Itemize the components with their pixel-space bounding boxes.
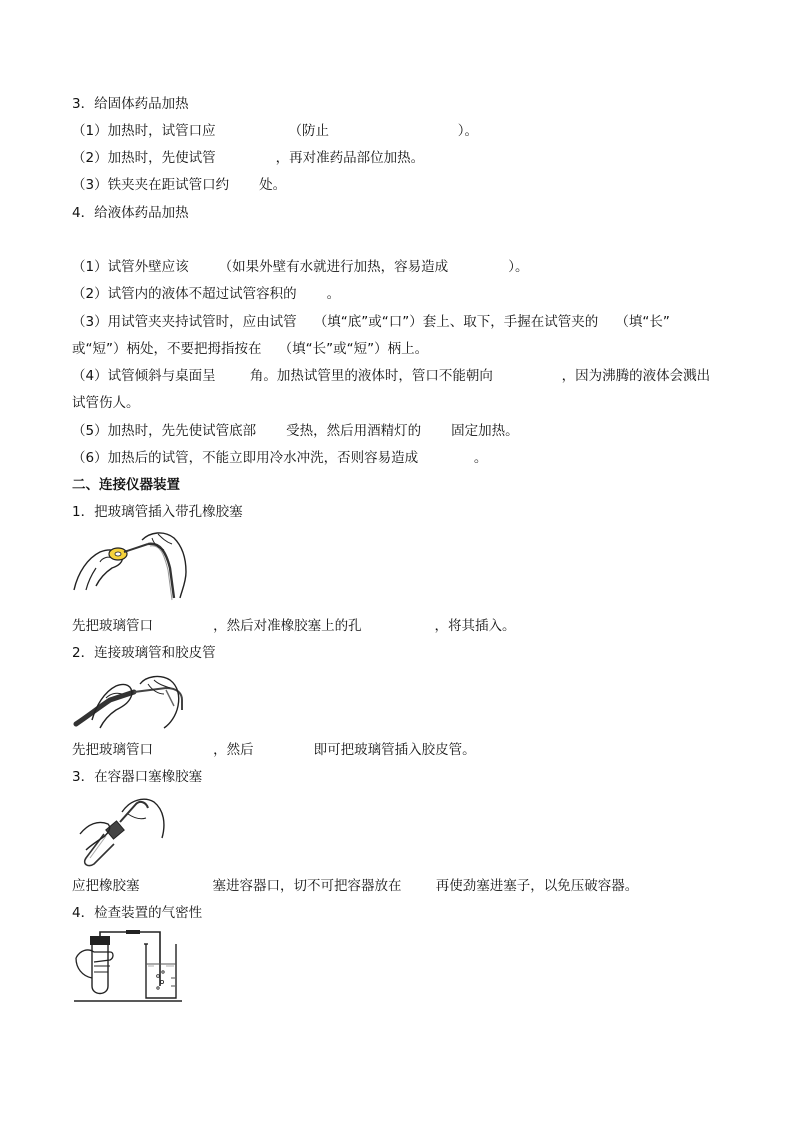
connect-tube-figure <box>70 670 195 732</box>
step4-title: 4．检查装置的气密性 <box>72 905 203 921</box>
step1-text: 先把玻璃管口 ，然后对准橡胶塞上的孔 ，将其插入。 <box>72 618 516 634</box>
step2-title: 2．连接玻璃管和胶皮管 <box>72 645 216 661</box>
liquid-heating-q6: （6）加热后的试管，不能立即用冷水冲洗，否则容易造成 。 <box>72 450 488 466</box>
solid-heating-q1: （1）加热时，试管口应 （防止 ）。 <box>72 123 479 139</box>
liquid-heating-q4-line1: （4）试管倾斜与桌面呈 角。加热试管里的液体时，管口不能朝向 ，因为沸腾的液体会溅出 <box>72 368 711 384</box>
solid-heating-q3: （3）铁夹夹在距试管口约 处。 <box>72 177 287 193</box>
liquid-heating-q4-line2: 试管伤人。 <box>72 395 140 411</box>
airtightness-check-figure <box>72 928 184 1006</box>
liquid-heating-q3-line2: 或“短”）柄处，不要把拇指按在 （填“长”或“短”）柄上。 <box>72 341 429 357</box>
liquid-heating-q3-line1: （3）用试管夹夹持试管时，应由试管 （填“底”或“口”）套上、取下，手握在试管夹的 （填“长” <box>72 314 670 330</box>
liquid-heating-q2: （2）试管内的液体不超过试管容积的 。 <box>72 286 341 302</box>
liquid-heating-q1: （1）试管外壁应该 （如果外壁有水就进行加热，容易造成 ）。 <box>72 259 529 275</box>
part2-heading: 二、连接仪器装置 <box>72 477 180 493</box>
step1-title: 1．把玻璃管插入带孔橡胶塞 <box>72 504 243 520</box>
liquid-heating-title: 4．给液体药品加热 <box>72 205 189 221</box>
step3-text: 应把橡胶塞 塞进容器口，切不可把容器放在 再使劲塞进塞子，以免压破容器。 <box>72 878 639 894</box>
liquid-heating-q5: （5）加热时，先先使试管底部 受热，然后用酒精灯的 固定加热。 <box>72 423 519 439</box>
insert-glass-tube-figure <box>70 528 190 606</box>
insert-stopper-figure <box>78 794 173 868</box>
step2-text: 先把玻璃管口 ，然后 即可把玻璃管插入胶皮管。 <box>72 742 476 758</box>
step3-title: 3．在容器口塞橡胶塞 <box>72 769 203 785</box>
solid-heating-title: 3．给固体药品加热 <box>72 96 189 112</box>
solid-heating-q2: （2）加热时，先使试管 ，再对准药品部位加热。 <box>72 150 425 166</box>
